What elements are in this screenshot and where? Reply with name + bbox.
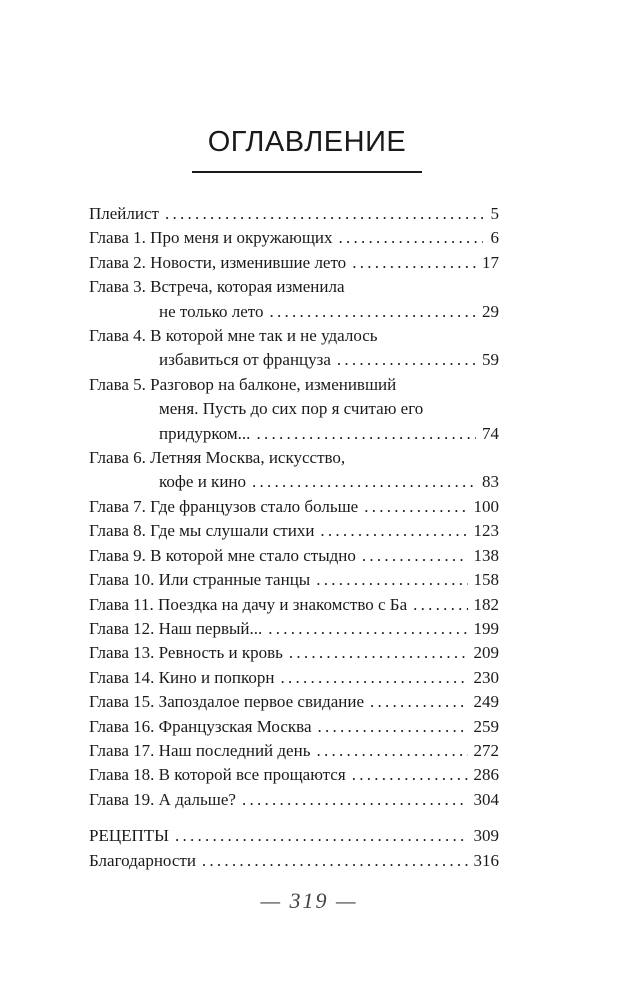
- toc-page-number: 83: [482, 472, 499, 492]
- toc-entry-text: Плейлист: [89, 204, 159, 223]
- page-number: — 319 —: [260, 888, 358, 913]
- toc-page-number: 123: [473, 521, 499, 541]
- toc-entry: [89, 446, 499, 495]
- toc-entry: [89, 373, 499, 446]
- toc-entry-line: [89, 739, 499, 763]
- dot-leader: [318, 715, 468, 739]
- toc-entry-line: [89, 715, 499, 739]
- toc-entry: [89, 824, 499, 848]
- title-underline: [192, 171, 422, 173]
- toc-page-number: 304: [473, 789, 499, 809]
- toc-entry-text: Глава 6. Летняя Москва, искусство,: [89, 448, 346, 468]
- toc-entry-continuation: [89, 397, 499, 421]
- toc-page-number: 199: [473, 618, 499, 638]
- toc-entry-line: [89, 226, 499, 250]
- toc-page-number: 209: [473, 643, 499, 663]
- toc-entry: [89, 690, 499, 714]
- page-title: ОГЛАВЛЕНИЕ: [207, 126, 407, 158]
- toc-entry: [89, 849, 499, 873]
- toc-entry: [89, 788, 499, 812]
- section-gap: [89, 812, 499, 824]
- toc-entry-text: Глава 1. Про меня и окружающих: [89, 228, 333, 248]
- dot-leader: [202, 849, 468, 873]
- toc-entry-line: [89, 617, 499, 641]
- toc-entry: [89, 763, 499, 787]
- toc-entry: [89, 202, 499, 226]
- toc-page-number: 286: [473, 765, 499, 785]
- toc-page-number: 182: [473, 594, 499, 614]
- toc-entry-line: [89, 690, 499, 714]
- dot-leader: [165, 202, 483, 226]
- toc-entry-text: придурком...: [159, 423, 251, 443]
- toc-page-number: 259: [473, 716, 499, 736]
- dot-leader: [352, 763, 468, 787]
- toc-entry-text: Глава 15. Запоздалое первое свидание: [89, 692, 365, 712]
- toc-entry-continuation: [89, 422, 499, 446]
- toc-entry-continuation: [89, 348, 499, 372]
- dot-leader: [289, 641, 468, 665]
- toc-entry: [89, 324, 499, 373]
- toc-entry-text: РЕЦЕПТЫ: [89, 826, 169, 846]
- dot-leader: [337, 348, 476, 372]
- toc-entry: [89, 275, 499, 324]
- dot-leader: [316, 739, 467, 763]
- toc-entry-text: Глава 2. Новости, изменившие лето: [89, 252, 347, 272]
- toc-entry-line: [89, 788, 499, 812]
- toc-entry-text: Глава 12. Наш первый...: [89, 618, 263, 638]
- toc-entry: [89, 739, 499, 763]
- toc-entry: [89, 251, 499, 275]
- toc-entry: [89, 715, 499, 739]
- toc-entry: [89, 666, 499, 690]
- toc-page-number: 230: [473, 667, 499, 687]
- toc-page-number: 272: [473, 740, 499, 760]
- toc-page-number: 59: [482, 350, 499, 370]
- toc-entry-text: меня. Пусть до сих пор я считаю его: [159, 399, 424, 419]
- toc-entry-text: Глава 14. Кино и попкорн: [89, 667, 275, 687]
- toc-entry-line: [89, 324, 499, 348]
- toc-entry-text: Глава 13. Ревность и кровь: [89, 643, 283, 663]
- toc-entry-text: Глава 18. В которой все прощаются: [89, 765, 346, 785]
- toc-entry-continuation: [89, 300, 499, 324]
- toc-entry-text: Благодарности: [89, 850, 196, 870]
- toc-entry-text: Глава 7. Где французов стало больше: [89, 496, 359, 516]
- toc-entry-line: [89, 202, 499, 226]
- dot-leader: [242, 788, 468, 812]
- dot-leader: [270, 300, 477, 324]
- toc-entry: [89, 544, 499, 568]
- toc-page-number: 249: [473, 692, 499, 712]
- dot-leader: [175, 824, 468, 848]
- toc-entry-text: Глава 3. Встреча, которая изменила: [89, 277, 345, 297]
- toc-entry-text: кофе и кино: [159, 472, 247, 492]
- dot-leader: [364, 495, 467, 519]
- toc-page-number: 316: [473, 850, 499, 870]
- toc-entry-text: Глава 4. В которой мне так и не удалось: [89, 326, 378, 346]
- toc-entry-text: Глава 17. Наш последний день: [89, 740, 311, 760]
- toc-entry-line: [89, 251, 499, 275]
- toc-entry: [89, 568, 499, 592]
- dot-leader: [268, 617, 467, 641]
- toc-entry-text: Глава 11. Поездка на дачу и знакомство с Ба: [89, 594, 408, 614]
- toc-entry-text: Глава 5. Разговор на балконе, изменивший: [89, 374, 397, 394]
- toc-page-number: 29: [482, 301, 499, 321]
- toc-page-number: 138: [473, 545, 499, 565]
- toc-entry-line: [89, 373, 499, 397]
- dot-leader: [320, 519, 467, 543]
- dot-leader: [252, 470, 476, 494]
- toc-entry-line: [89, 666, 499, 690]
- dot-leader: [256, 422, 476, 446]
- toc-entry-line: [89, 641, 499, 665]
- toc-entry-text: Глава 19. А дальше?: [89, 789, 236, 809]
- toc-entry-text: Глава 9. В которой мне стало стыдно: [89, 545, 356, 565]
- toc-entry-line: [89, 824, 499, 848]
- toc-entry-line: [89, 519, 499, 543]
- toc-entry-continuation: [89, 470, 499, 494]
- toc-entry-line: [89, 544, 499, 568]
- dot-leader: [362, 544, 468, 568]
- toc-entry: [89, 519, 499, 543]
- toc-entry-text: не только лето: [159, 301, 264, 321]
- toc-entry-line: [89, 275, 499, 299]
- toc-entry-text: Глава 10. Или странные танцы: [89, 570, 311, 590]
- dot-leader: [413, 593, 467, 617]
- toc-page-number: 158: [473, 570, 499, 590]
- toc-entry-line: [89, 568, 499, 592]
- toc-page-number: 100: [473, 496, 499, 516]
- dot-leader: [339, 226, 483, 250]
- toc-page-number: 74: [482, 423, 499, 443]
- toc-entry-text: Глава 8. Где мы слушали стихи: [89, 521, 315, 541]
- toc-page-number: 6: [490, 228, 499, 248]
- toc-entry-text: Глава 16. Французская Москва: [89, 716, 312, 736]
- toc-page-number: 5: [490, 204, 499, 223]
- toc-entry-line: [89, 763, 499, 787]
- toc-entry-line: [89, 593, 499, 617]
- toc-entry-line: [89, 446, 499, 470]
- dot-leader: [316, 568, 467, 592]
- dot-leader: [352, 251, 476, 275]
- toc-entry-line: [89, 495, 499, 519]
- dot-leader: [281, 666, 468, 690]
- toc-entry: [89, 593, 499, 617]
- toc-page-number: 309: [473, 826, 499, 846]
- toc-entry-line: [89, 849, 499, 873]
- toc-page-number: 17: [482, 252, 499, 272]
- toc-entry: [89, 226, 499, 250]
- table-of-contents: [89, 202, 499, 873]
- toc-entry: [89, 641, 499, 665]
- toc-entry: [89, 495, 499, 519]
- toc-entry-text: избавиться от француза: [159, 350, 331, 370]
- toc-entry: [89, 617, 499, 641]
- dot-leader: [370, 690, 467, 714]
